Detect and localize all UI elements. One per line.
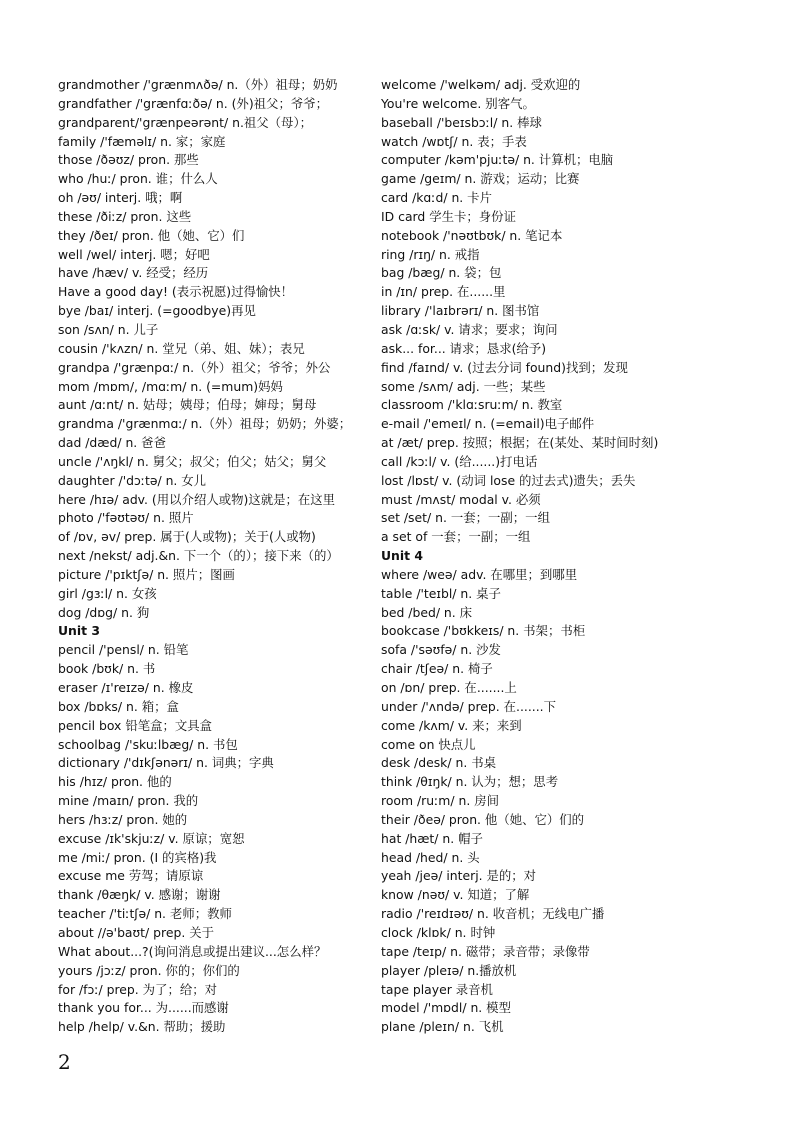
vocabulary-entry: come /kʌm/ v. 来；来到 [381, 717, 522, 733]
vocabulary-column-left [58, 76, 376, 1037]
vocabulary-entry: desk /desk/ n. 书桌 [381, 755, 496, 771]
vocabulary-entry: on /ɒn/ prep. 在.......上 [381, 680, 517, 695]
vocabulary-entry: of /ɒv, əv/ prep. 属于(人或物)；关于(人或物) [58, 529, 316, 545]
vocabulary-entry: help /help/ v.&n. 帮助；援助 [58, 1019, 226, 1035]
vocabulary-entry: bag /bæg/ n. 袋；包 [381, 265, 502, 281]
vocabulary-entry: table /'teɪbl/ n. 桌子 [381, 585, 501, 601]
vocabulary-entry: must /mʌst/ modal v. 必须 [381, 491, 541, 507]
vocabulary-entry: pencil box 铅笔盒；文具盒 [58, 717, 213, 733]
vocabulary-entry: library /'laɪbrərɪ/ n. 图书馆 [381, 303, 540, 319]
vocabulary-entry: well /wel/ interj. 嗯；好吧 [58, 246, 210, 262]
vocabulary-entry: those /ðəʊz/ pron. 那些 [58, 152, 199, 168]
vocabulary-entry: come on 快点儿 [381, 736, 476, 752]
vocabulary-entry: bye /baɪ/ interj. (=goodbye)再见 [58, 303, 256, 319]
vocabulary-entry: ask /ɑːsk/ v. 请求；要求；询问 [381, 321, 558, 337]
vocabulary-entry: box /bɒks/ n. 箱；盒 [58, 698, 179, 714]
vocabulary-entry: bed /bed/ n. 床 [381, 604, 473, 620]
vocabulary-entry: girl /gɜːl/ n. 女孩 [58, 585, 157, 601]
vocabulary-entry: grandma /'grænmɑː/ n.（外）祖母；奶奶；外婆； [58, 416, 352, 432]
vocabulary-entry: dad /dæd/ n. 爸爸 [58, 435, 166, 451]
vocabulary-entry: next /nekst/ adj.&n. 下一个（的）；接下来（的） [58, 548, 339, 564]
vocabulary-entry: they /ðeɪ/ pron. 他（她、它）们 [58, 227, 245, 243]
vocabulary-entry: daughter /'dɔːtə/ n. 女儿 [58, 472, 207, 488]
vocabulary-entry: bookcase /'bʊkkeɪs/ n. 书架；书柜 [381, 623, 586, 639]
vocabulary-entry: ring /rɪŋ/ n. 戒指 [381, 246, 480, 262]
vocabulary-entry: thank /θæŋk/ v. 感谢；谢谢 [58, 887, 221, 903]
vocabulary-entry: picture /'pɪktʃə/ n. 照片；图画 [58, 566, 235, 582]
vocabulary-entry: yeah /jeə/ interj. 是的；对 [381, 868, 537, 884]
vocabulary-entry: player /pleɪə/ n.播放机 [381, 962, 517, 978]
page-number: 2 [58, 1050, 71, 1074]
vocabulary-entry: yours /jɔːz/ pron. 你的；你们的 [58, 962, 240, 978]
vocabulary-entry: ask... for... 请求；恳求(给予) [381, 340, 547, 356]
vocabulary-entry: oh /əʊ/ interj. 哦；啊 [58, 190, 183, 206]
vocabulary-entry: about //ə'baʊt/ prep. 关于 [58, 924, 214, 940]
vocabulary-entry: teacher /'tiːtʃə/ n. 老师；教师 [58, 906, 232, 922]
vocabulary-entry: for /fɔː/ prep. 为了；给；对 [58, 981, 218, 997]
vocabulary-entry: some /sʌm/ adj. 一些；某些 [381, 378, 546, 394]
vocabulary-entry: tape player 录音机 [381, 981, 493, 997]
vocabulary-entry: uncle /'ʌŋkl/ n. 舅父；叔父；伯父；姑父；舅父 [58, 453, 327, 469]
vocabulary-entry: cousin /'kʌzn/ n. 堂兄（弟、姐、妹）；表兄 [58, 340, 305, 356]
vocabulary-entry: grandmother /'grænmʌðə/ n.（外）祖母；奶奶 [58, 77, 338, 92]
vocabulary-entry: think /θɪŋk/ n. 认为；想；思考 [381, 774, 559, 790]
vocabulary-entry: book /bʊk/ n. 书 [58, 661, 156, 677]
vocabulary-entry: e-mail /'emeɪl/ n. (=email)电子邮件 [381, 416, 595, 432]
vocabulary-entry: set /set/ n. 一套；一副；一组 [381, 510, 550, 526]
vocabulary-entry: who /huː/ pron. 谁；什么人 [58, 171, 218, 187]
vocabulary-entry: room /ruːm/ n. 房间 [381, 793, 499, 809]
vocabulary-entry: find /faɪnd/ v. (过去分词 found)找到；发现 [381, 359, 628, 375]
vocabulary-entry: dog /dɒg/ n. 狗 [58, 604, 150, 620]
vocabulary-entry: computer /kəm'pjuːtə/ n. 计算机；电脑 [381, 152, 614, 168]
vocabulary-entry: baseball /'beɪsbɔːl/ n. 棒球 [381, 114, 542, 130]
vocabulary-entry: game /geɪm/ n. 游戏；运动；比赛 [381, 171, 580, 187]
vocabulary-entry: photo /'fəʊtəʊ/ n. 照片 [58, 510, 194, 526]
vocabulary-entry: What about...?(询问消息或提出建议...怎么样？ [58, 943, 327, 959]
vocabulary-entry: eraser /ɪ'reɪzə/ n. 橡皮 [58, 680, 194, 695]
vocabulary-entry: hat /hæt/ n. 帽子 [381, 830, 483, 846]
vocabulary-entry: lost /lɒst/ v. (动词 lose 的过去式)遗失；丢失 [381, 472, 636, 488]
vocabulary-entry: grandpa /'grænpɑː/ n.（外）祖父；爷爷；外公 [58, 359, 331, 375]
vocabulary-entry: watch /wɒtʃ/ n. 表；手表 [381, 133, 527, 149]
vocabulary-entry: mine /maɪn/ pron. 我的 [58, 793, 199, 809]
vocabulary-entry: son /sʌn/ n. 儿子 [58, 321, 159, 337]
vocabulary-entry: chair /tʃeə/ n. 椅子 [381, 661, 493, 677]
vocabulary-entry: welcome /'welkəm/ adj. 受欢迎的 [381, 77, 581, 92]
vocabulary-entry: these /ðiːz/ pron. 这些 [58, 208, 192, 224]
vocabulary-entry: sofa /'səʊfə/ n. 沙发 [381, 642, 501, 658]
vocabulary-entry: family /'fæməlɪ/ n. 家；家庭 [58, 133, 226, 149]
vocabulary-entry: grandfather /'grænfɑːðə/ n. (外)祖父；爷爷； [58, 95, 329, 111]
vocabulary-entry: know /nəʊ/ v. 知道；了解 [381, 887, 530, 903]
vocabulary-entry: excuse me 劳驾；请原谅 [58, 868, 204, 884]
vocabulary-entry: me /miː/ pron. (I 的宾格)我 [58, 849, 217, 865]
vocabulary-entry: their /ðeə/ pron. 他（她、它）们的 [381, 811, 585, 827]
vocabulary-entry: schoolbag /'skuːlbæg/ n. 书包 [58, 736, 238, 752]
vocabulary-entry: notebook /'nəʊtbʊk/ n. 笔记本 [381, 227, 563, 243]
vocabulary-entry: hers /hɜːz/ pron. 她的 [58, 811, 188, 827]
vocabulary-entry: model /'mɒdl/ n. 模型 [381, 1000, 511, 1016]
vocabulary-entry: mom /mɒm/, /mɑːm/ n. (=mum)妈妈 [58, 378, 283, 394]
vocabulary-entry: grandparent/'grænpeərənt/ n.祖父（母）； [58, 114, 313, 130]
vocabulary-entry: radio /'reɪdɪəʊ/ n. 收音机；无线电广播 [381, 906, 605, 922]
vocabulary-entry: his /hɪz/ pron. 他的 [58, 774, 172, 790]
vocabulary-entry: card /kɑːd/ n. 卡片 [381, 190, 492, 206]
unit-heading: Unit 3 [58, 623, 100, 639]
vocabulary-entry: dictionary /'dɪkʃənərɪ/ n. 词典；字典 [58, 755, 274, 771]
vocabulary-entry: You're welcome. 别客气。 [381, 95, 535, 111]
vocabulary-entry: under /'ʌndə/ prep. 在.......下 [381, 698, 556, 714]
vocabulary-entry: classroom /'klɑːsruːm/ n. 教室 [381, 397, 563, 413]
vocabulary-entry: tape /teɪp/ n. 磁带；录音带；录像带 [381, 943, 590, 959]
unit-heading: Unit 4 [381, 548, 423, 564]
vocabulary-entry: head /hed/ n. 头 [381, 849, 480, 865]
vocabulary-entry: aunt /ɑːnt/ n. 姑母；姨母；伯母；婶母；舅母 [58, 397, 317, 413]
vocabulary-entry: at /æt/ prep. 按照；根据；在(某处、某时间时刻) [381, 435, 659, 451]
vocabulary-column-right [381, 76, 699, 1037]
vocabulary-entry: in /ɪn/ prep. 在......里 [381, 284, 506, 300]
vocabulary-entry: have /hæv/ v. 经受；经历 [58, 265, 209, 281]
vocabulary-entry: excuse /ɪk'skjuːz/ v. 原谅；宽恕 [58, 830, 245, 846]
vocabulary-entry: clock /klɒk/ n. 时钟 [381, 924, 496, 940]
vocabulary-entry: plane /pleɪn/ n. 飞机 [381, 1019, 504, 1035]
vocabulary-entry: Have a good day! (表示祝愿)过得愉快！ [58, 284, 294, 300]
vocabulary-entry: call /kɔːl/ v. (给......)打电话 [381, 453, 538, 469]
vocabulary-entry: pencil /'pensl/ n. 铅笔 [58, 642, 189, 658]
vocabulary-entry: ID card 学生卡；身份证 [381, 208, 516, 224]
vocabulary-entry: here /hɪə/ adv. (用以介绍人或物)这就是；在这里 [58, 491, 336, 507]
vocabulary-entry: a set of 一套；一副；一组 [381, 529, 531, 545]
vocabulary-entry: thank you for... 为......而感谢 [58, 1000, 229, 1016]
vocabulary-entry: where /weə/ adv. 在哪里；到哪里 [381, 566, 578, 582]
